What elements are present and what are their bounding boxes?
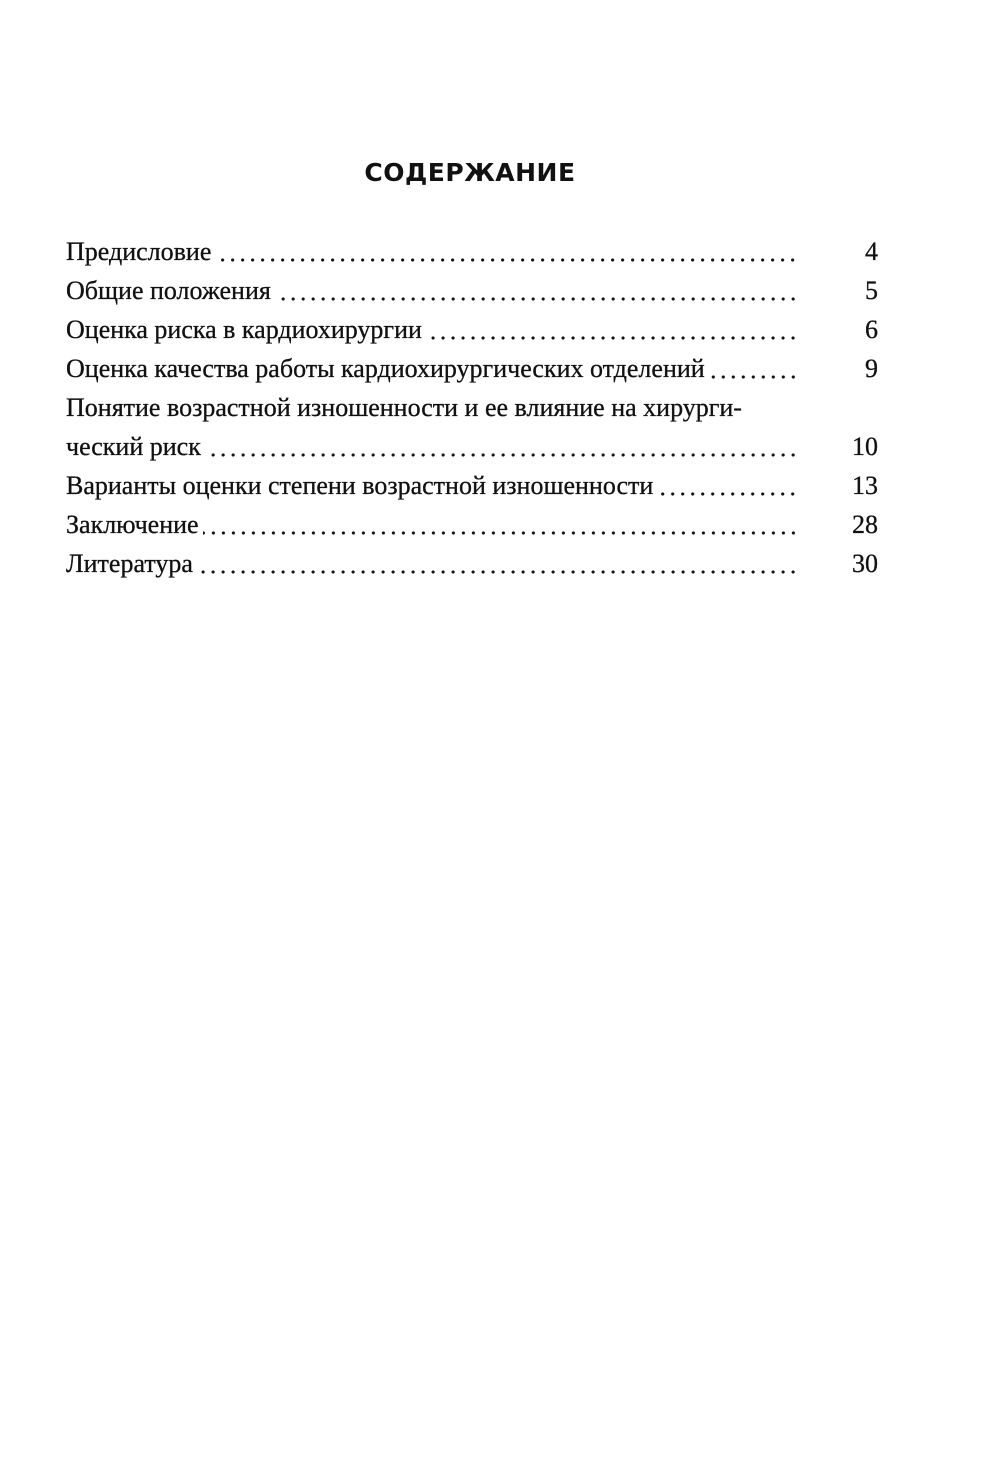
toc-entry-title: Оценка качества работы кардиохирургических отделений (66, 354, 705, 383)
dot-leader (203, 531, 798, 535)
dot-leader (275, 297, 798, 301)
toc-heading: СОДЕРЖАНИЕ (364, 158, 576, 187)
toc-page-number: 13 (852, 471, 878, 500)
toc-page-number: 30 (852, 549, 878, 578)
dot-leader (197, 570, 798, 574)
toc-page-number: 4 (865, 237, 878, 266)
table-of-contents (66, 232, 878, 583)
toc-entry-literature[interactable] (66, 544, 878, 583)
toc-entry-variants[interactable] (66, 466, 878, 505)
toc-page-number: 28 (852, 510, 878, 539)
toc-page-number: 9 (865, 354, 878, 383)
toc-entry-general[interactable] (66, 271, 878, 310)
dot-leader (426, 336, 798, 340)
toc-entry-preface[interactable] (66, 232, 878, 271)
toc-entry-title: Предисловие (66, 237, 212, 266)
toc-entry-risk[interactable] (66, 310, 878, 349)
toc-entry-title: Варианты оценки степени возрастной изношенности (66, 471, 654, 500)
toc-entry-title: Литература (66, 549, 193, 578)
toc-entry-quality[interactable] (66, 349, 878, 388)
dot-leader (215, 258, 798, 262)
toc-page-number: 5 (865, 276, 878, 305)
toc-entry-title-continued: ческий риск (66, 432, 201, 461)
dot-leader (657, 492, 798, 496)
toc-entry-title: Понятие возрастной изношенности и ее влияние на хирурги- (66, 393, 742, 422)
toc-entry-conclusion[interactable] (66, 505, 878, 544)
toc-page-number: 6 (865, 315, 878, 344)
toc-entry-wear[interactable] (66, 388, 878, 466)
dot-leader (709, 375, 798, 379)
toc-entry-title: Общие положения (66, 276, 271, 305)
toc-entry-title: Заключение (66, 510, 199, 539)
toc-page-number: 10 (852, 432, 878, 461)
toc-entry-title: Оценка риска в кардиохирургии (66, 315, 422, 344)
dot-leader (205, 453, 798, 457)
